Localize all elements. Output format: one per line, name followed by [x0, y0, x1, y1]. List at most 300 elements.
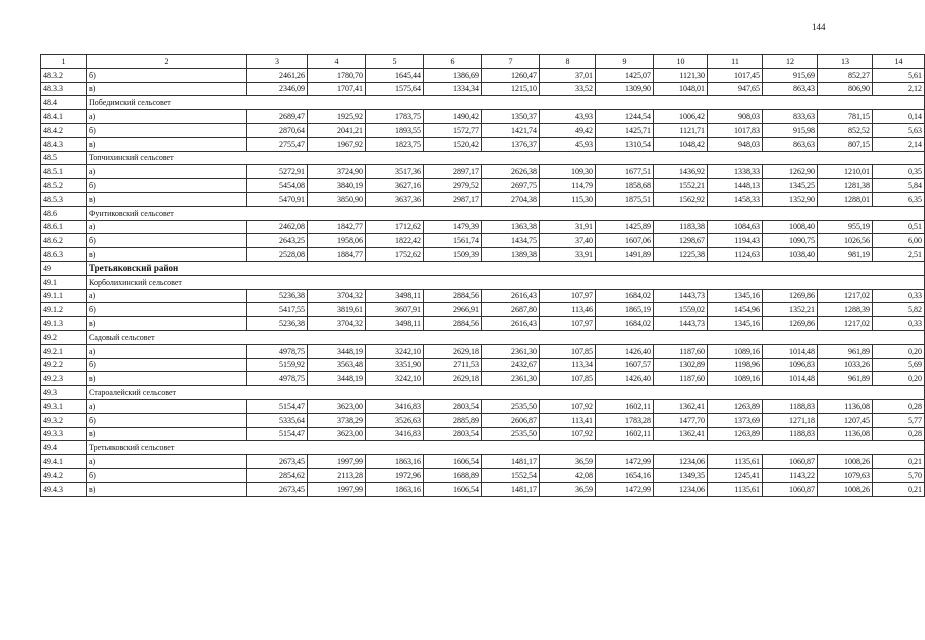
- value-cell: 1490,42: [424, 110, 482, 124]
- value-cell: 5417,55: [247, 303, 308, 317]
- value-cell: 1362,41: [654, 427, 708, 441]
- value-cell: 1143,22: [763, 468, 818, 482]
- value-cell: 1121,30: [654, 68, 708, 82]
- value-cell: 0,35: [873, 165, 925, 179]
- value-cell: 115,30: [540, 192, 596, 206]
- value-cell: 1245,41: [708, 468, 763, 482]
- value-cell: 3607,91: [366, 303, 424, 317]
- value-cell: 5,84: [873, 179, 925, 193]
- value-cell: 2711,53: [424, 358, 482, 372]
- value-cell: 781,15: [818, 110, 873, 124]
- value-cell: 1607,57: [596, 358, 654, 372]
- value-cell: 107,92: [540, 399, 596, 413]
- value-cell: 863,63: [763, 137, 818, 151]
- column-header: 3: [247, 55, 308, 69]
- value-cell: 1350,37: [482, 110, 540, 124]
- value-cell: 5,63: [873, 123, 925, 137]
- value-cell: 4978,75: [247, 372, 308, 386]
- value-cell: 1607,06: [596, 234, 654, 248]
- value-cell: 5154,47: [247, 427, 308, 441]
- table-row: [41, 482, 925, 496]
- value-cell: 2461,26: [247, 68, 308, 82]
- value-cell: 1089,16: [708, 372, 763, 386]
- value-cell: 2884,56: [424, 289, 482, 303]
- section-title: Садовый сельсовет: [87, 330, 925, 344]
- value-cell: 2870,64: [247, 123, 308, 137]
- value-cell: 955,19: [818, 220, 873, 234]
- row-variant: б): [87, 303, 247, 317]
- table-row: [41, 137, 925, 151]
- value-cell: 1060,87: [763, 455, 818, 469]
- row-variant: а): [87, 399, 247, 413]
- value-cell: 1552,54: [482, 468, 540, 482]
- value-cell: 107,92: [540, 427, 596, 441]
- value-cell: 1225,38: [654, 248, 708, 262]
- value-cell: 3242,10: [366, 372, 424, 386]
- table-row: [41, 220, 925, 234]
- row-code: 49.2.1: [41, 344, 87, 358]
- value-cell: 3850,90: [308, 192, 366, 206]
- section-row: [41, 330, 925, 344]
- value-cell: 5454,08: [247, 179, 308, 193]
- value-cell: 114,79: [540, 179, 596, 193]
- value-cell: 2361,30: [482, 344, 540, 358]
- value-cell: 1823,75: [366, 137, 424, 151]
- value-cell: 1215,10: [482, 82, 540, 96]
- table-row: [41, 123, 925, 137]
- table-body: [41, 68, 925, 496]
- value-cell: 1008,26: [818, 482, 873, 496]
- value-cell: 1712,62: [366, 220, 424, 234]
- value-cell: 1096,83: [763, 358, 818, 372]
- value-cell: 1863,16: [366, 455, 424, 469]
- section-row: [41, 206, 925, 220]
- value-cell: 833,63: [763, 110, 818, 124]
- value-cell: 1234,06: [654, 482, 708, 496]
- section-row: [41, 441, 925, 455]
- section-row: [41, 96, 925, 110]
- value-cell: 0,33: [873, 317, 925, 331]
- value-cell: 1454,96: [708, 303, 763, 317]
- section-title: Победимский сельсовет: [87, 96, 925, 110]
- value-cell: 1090,75: [763, 234, 818, 248]
- row-variant: а): [87, 289, 247, 303]
- table-row: [41, 289, 925, 303]
- value-cell: 1349,35: [654, 468, 708, 482]
- value-cell: 0,20: [873, 372, 925, 386]
- value-cell: 1426,40: [596, 372, 654, 386]
- value-cell: 2535,50: [482, 399, 540, 413]
- value-cell: 852,52: [818, 123, 873, 137]
- row-variant: б): [87, 123, 247, 137]
- value-cell: 915,69: [763, 68, 818, 82]
- row-variant: б): [87, 179, 247, 193]
- value-cell: 2704,38: [482, 192, 540, 206]
- value-cell: 1783,75: [366, 110, 424, 124]
- table-row: [41, 455, 925, 469]
- value-cell: 1345,16: [708, 317, 763, 331]
- row-variant: в): [87, 137, 247, 151]
- value-cell: 6,35: [873, 192, 925, 206]
- value-cell: 2041,21: [308, 123, 366, 137]
- row-variant: а): [87, 455, 247, 469]
- value-cell: 1562,92: [654, 192, 708, 206]
- value-cell: 1373,69: [708, 413, 763, 427]
- value-cell: 1033,26: [818, 358, 873, 372]
- value-cell: 1479,39: [424, 220, 482, 234]
- value-cell: 1677,51: [596, 165, 654, 179]
- value-cell: 1017,45: [708, 68, 763, 82]
- value-cell: 807,15: [818, 137, 873, 151]
- table-row: [41, 192, 925, 206]
- value-cell: 3526,63: [366, 413, 424, 427]
- column-header: 12: [763, 55, 818, 69]
- section-title: Корболихинский сельсовет: [87, 275, 925, 289]
- value-cell: 2626,38: [482, 165, 540, 179]
- value-cell: 5272,91: [247, 165, 308, 179]
- value-cell: 2687,80: [482, 303, 540, 317]
- value-cell: 1561,74: [424, 234, 482, 248]
- value-cell: 3704,32: [308, 289, 366, 303]
- row-code: 49.3: [41, 386, 87, 400]
- table-row: [41, 248, 925, 262]
- row-code: 48.4.3: [41, 137, 87, 151]
- value-cell: 1752,62: [366, 248, 424, 262]
- row-code: 49.4.2: [41, 468, 87, 482]
- value-cell: 5,82: [873, 303, 925, 317]
- value-cell: 1089,16: [708, 344, 763, 358]
- value-cell: 113,46: [540, 303, 596, 317]
- row-code: 48.5.2: [41, 179, 87, 193]
- value-cell: 1263,89: [708, 427, 763, 441]
- table-row: [41, 234, 925, 248]
- row-code: 48.4.1: [41, 110, 87, 124]
- value-cell: 5470,91: [247, 192, 308, 206]
- value-cell: 1654,16: [596, 468, 654, 482]
- value-cell: 5,77: [873, 413, 925, 427]
- value-cell: 42,08: [540, 468, 596, 482]
- row-variant: в): [87, 248, 247, 262]
- value-cell: 1271,18: [763, 413, 818, 427]
- value-cell: 2629,18: [424, 344, 482, 358]
- row-code: 49: [41, 261, 87, 275]
- row-variant: в): [87, 482, 247, 496]
- value-cell: 1822,42: [366, 234, 424, 248]
- value-cell: 1194,43: [708, 234, 763, 248]
- value-cell: 3416,83: [366, 399, 424, 413]
- row-variant: б): [87, 468, 247, 482]
- value-cell: 3416,83: [366, 427, 424, 441]
- row-variant: а): [87, 344, 247, 358]
- value-cell: 0,33: [873, 289, 925, 303]
- value-cell: 1338,33: [708, 165, 763, 179]
- value-cell: 1135,61: [708, 482, 763, 496]
- section-row: [41, 386, 925, 400]
- section-title: Староалейский сельсовет: [87, 386, 925, 400]
- row-variant: б): [87, 234, 247, 248]
- value-cell: 1014,48: [763, 372, 818, 386]
- value-cell: 1217,02: [818, 289, 873, 303]
- value-cell: 2897,17: [424, 165, 482, 179]
- value-cell: 0,21: [873, 482, 925, 496]
- value-cell: 0,21: [873, 455, 925, 469]
- row-variant: б): [87, 68, 247, 82]
- table-row: [41, 358, 925, 372]
- value-cell: 5159,92: [247, 358, 308, 372]
- value-cell: 3242,10: [366, 344, 424, 358]
- value-cell: 1008,26: [818, 455, 873, 469]
- value-cell: 3724,90: [308, 165, 366, 179]
- value-cell: 5335,64: [247, 413, 308, 427]
- value-cell: 1925,92: [308, 110, 366, 124]
- district-title: Третьяковский район: [87, 261, 925, 275]
- value-cell: 1572,77: [424, 123, 482, 137]
- table-row: [41, 468, 925, 482]
- section-title: Топчихинский сельсовет: [87, 151, 925, 165]
- value-cell: 3704,32: [308, 317, 366, 331]
- value-cell: 4978,75: [247, 344, 308, 358]
- value-cell: 908,03: [708, 110, 763, 124]
- value-cell: 961,89: [818, 372, 873, 386]
- value-cell: 1865,19: [596, 303, 654, 317]
- value-cell: 113,34: [540, 358, 596, 372]
- row-code: 49.1.3: [41, 317, 87, 331]
- value-cell: 1188,83: [763, 427, 818, 441]
- row-variant: в): [87, 427, 247, 441]
- value-cell: 2643,25: [247, 234, 308, 248]
- row-code: 48.3.2: [41, 68, 87, 82]
- value-cell: 1298,67: [654, 234, 708, 248]
- value-cell: 2884,56: [424, 317, 482, 331]
- value-cell: 1443,73: [654, 289, 708, 303]
- row-code: 48.5: [41, 151, 87, 165]
- value-cell: 2803,54: [424, 399, 482, 413]
- row-code: 48.6.2: [41, 234, 87, 248]
- value-cell: 1481,17: [482, 482, 540, 496]
- section-row: [41, 151, 925, 165]
- value-cell: 2979,52: [424, 179, 482, 193]
- value-cell: 2689,47: [247, 110, 308, 124]
- row-code: 49.1.1: [41, 289, 87, 303]
- table-row: [41, 399, 925, 413]
- row-code: 48.6.3: [41, 248, 87, 262]
- value-cell: 3623,00: [308, 399, 366, 413]
- value-cell: 1136,08: [818, 399, 873, 413]
- value-cell: 1997,99: [308, 455, 366, 469]
- value-cell: 1386,69: [424, 68, 482, 82]
- value-cell: 1352,21: [763, 303, 818, 317]
- value-cell: 2113,28: [308, 468, 366, 482]
- value-cell: 1121,71: [654, 123, 708, 137]
- table-row: [41, 372, 925, 386]
- value-cell: 1997,99: [308, 482, 366, 496]
- value-cell: 1207,45: [818, 413, 873, 427]
- value-cell: 2432,67: [482, 358, 540, 372]
- value-cell: 5,69: [873, 358, 925, 372]
- value-cell: 1352,90: [763, 192, 818, 206]
- value-cell: 2755,47: [247, 137, 308, 151]
- value-cell: 3563,48: [308, 358, 366, 372]
- value-cell: 1376,37: [482, 137, 540, 151]
- value-cell: 2616,43: [482, 317, 540, 331]
- row-code: 48.5.1: [41, 165, 87, 179]
- value-cell: 2535,50: [482, 427, 540, 441]
- value-cell: 1281,38: [818, 179, 873, 193]
- row-variant: в): [87, 192, 247, 206]
- value-cell: 1552,21: [654, 179, 708, 193]
- value-cell: 1520,42: [424, 137, 482, 151]
- value-cell: 1491,89: [596, 248, 654, 262]
- column-header: 10: [654, 55, 708, 69]
- table-row: [41, 82, 925, 96]
- value-cell: 1309,90: [596, 82, 654, 96]
- value-cell: 1707,41: [308, 82, 366, 96]
- value-cell: 1458,33: [708, 192, 763, 206]
- value-cell: 3448,19: [308, 344, 366, 358]
- value-cell: 1472,99: [596, 482, 654, 496]
- value-cell: 107,97: [540, 317, 596, 331]
- row-variant: а): [87, 220, 247, 234]
- value-cell: 1783,28: [596, 413, 654, 427]
- row-code: 48.6.1: [41, 220, 87, 234]
- value-cell: 1006,42: [654, 110, 708, 124]
- value-cell: 2966,91: [424, 303, 482, 317]
- value-cell: 3840,19: [308, 179, 366, 193]
- value-cell: 1262,90: [763, 165, 818, 179]
- table-row: [41, 427, 925, 441]
- value-cell: 1210,01: [818, 165, 873, 179]
- value-cell: 1187,60: [654, 344, 708, 358]
- value-cell: 2854,62: [247, 468, 308, 482]
- column-header: 2: [87, 55, 247, 69]
- value-cell: 2673,45: [247, 482, 308, 496]
- value-cell: 1363,38: [482, 220, 540, 234]
- value-cell: 2803,54: [424, 427, 482, 441]
- value-cell: 1014,48: [763, 344, 818, 358]
- column-header: 1: [41, 55, 87, 69]
- value-cell: 1008,40: [763, 220, 818, 234]
- value-cell: 33,52: [540, 82, 596, 96]
- value-cell: 806,90: [818, 82, 873, 96]
- value-cell: 1602,11: [596, 427, 654, 441]
- value-cell: 37,01: [540, 68, 596, 82]
- value-cell: 1575,64: [366, 82, 424, 96]
- value-cell: 1260,47: [482, 68, 540, 82]
- row-variant: в): [87, 82, 247, 96]
- value-cell: 1645,44: [366, 68, 424, 82]
- value-cell: 33,91: [540, 248, 596, 262]
- value-cell: 2346,09: [247, 82, 308, 96]
- value-cell: 1780,70: [308, 68, 366, 82]
- row-code: 49.1.2: [41, 303, 87, 317]
- table-row: [41, 110, 925, 124]
- row-code: 49.4.1: [41, 455, 87, 469]
- value-cell: 5236,38: [247, 289, 308, 303]
- value-cell: 1017,83: [708, 123, 763, 137]
- value-cell: 107,85: [540, 372, 596, 386]
- value-cell: 3517,36: [366, 165, 424, 179]
- value-cell: 981,19: [818, 248, 873, 262]
- value-cell: 113,41: [540, 413, 596, 427]
- row-code: 48.3.3: [41, 82, 87, 96]
- value-cell: 1198,96: [708, 358, 763, 372]
- value-cell: 5236,38: [247, 317, 308, 331]
- page-number: 144: [812, 22, 826, 32]
- value-cell: 43,93: [540, 110, 596, 124]
- column-header: 7: [482, 55, 540, 69]
- table-row: [41, 413, 925, 427]
- value-cell: 1269,86: [763, 289, 818, 303]
- table-row: [41, 179, 925, 193]
- section-row: [41, 275, 925, 289]
- value-cell: 1026,56: [818, 234, 873, 248]
- value-cell: 852,27: [818, 68, 873, 82]
- value-cell: 5154,47: [247, 399, 308, 413]
- value-cell: 1606,54: [424, 455, 482, 469]
- value-cell: 2361,30: [482, 372, 540, 386]
- value-cell: 1345,16: [708, 289, 763, 303]
- value-cell: 2,12: [873, 82, 925, 96]
- value-cell: 948,03: [708, 137, 763, 151]
- value-cell: 2987,17: [424, 192, 482, 206]
- value-cell: 1425,89: [596, 220, 654, 234]
- value-cell: 1425,71: [596, 123, 654, 137]
- value-cell: 2616,43: [482, 289, 540, 303]
- district-row: [41, 261, 925, 275]
- value-cell: 107,97: [540, 289, 596, 303]
- value-cell: 3738,29: [308, 413, 366, 427]
- row-code: 48.5.3: [41, 192, 87, 206]
- value-cell: 1863,16: [366, 482, 424, 496]
- value-cell: 1345,25: [763, 179, 818, 193]
- value-cell: 45,93: [540, 137, 596, 151]
- value-cell: 1425,07: [596, 68, 654, 82]
- value-cell: 3448,19: [308, 372, 366, 386]
- value-cell: 1060,87: [763, 482, 818, 496]
- row-code: 49.4.3: [41, 482, 87, 496]
- row-code: 49.1: [41, 275, 87, 289]
- section-title: Фунтиковский сельсовет: [87, 206, 925, 220]
- value-cell: 1263,89: [708, 399, 763, 413]
- value-cell: 1559,02: [654, 303, 708, 317]
- table-row: [41, 303, 925, 317]
- value-cell: 1967,92: [308, 137, 366, 151]
- value-cell: 1606,54: [424, 482, 482, 496]
- value-cell: 2,14: [873, 137, 925, 151]
- value-cell: 0,20: [873, 344, 925, 358]
- value-cell: 1684,02: [596, 289, 654, 303]
- value-cell: 0,51: [873, 220, 925, 234]
- value-cell: 0,14: [873, 110, 925, 124]
- value-cell: 2606,87: [482, 413, 540, 427]
- value-cell: 2,51: [873, 248, 925, 262]
- value-cell: 107,85: [540, 344, 596, 358]
- value-cell: 6,00: [873, 234, 925, 248]
- value-cell: 3498,11: [366, 317, 424, 331]
- value-cell: 1602,11: [596, 399, 654, 413]
- value-cell: 109,30: [540, 165, 596, 179]
- value-cell: 5,70: [873, 468, 925, 482]
- table-row: [41, 344, 925, 358]
- column-header: 8: [540, 55, 596, 69]
- value-cell: 36,59: [540, 455, 596, 469]
- section-title: Третьяковский сельсовет: [87, 441, 925, 455]
- value-cell: 3627,16: [366, 179, 424, 193]
- value-cell: 863,43: [763, 82, 818, 96]
- value-cell: 1136,08: [818, 427, 873, 441]
- row-code: 48.4: [41, 96, 87, 110]
- value-cell: 2885,89: [424, 413, 482, 427]
